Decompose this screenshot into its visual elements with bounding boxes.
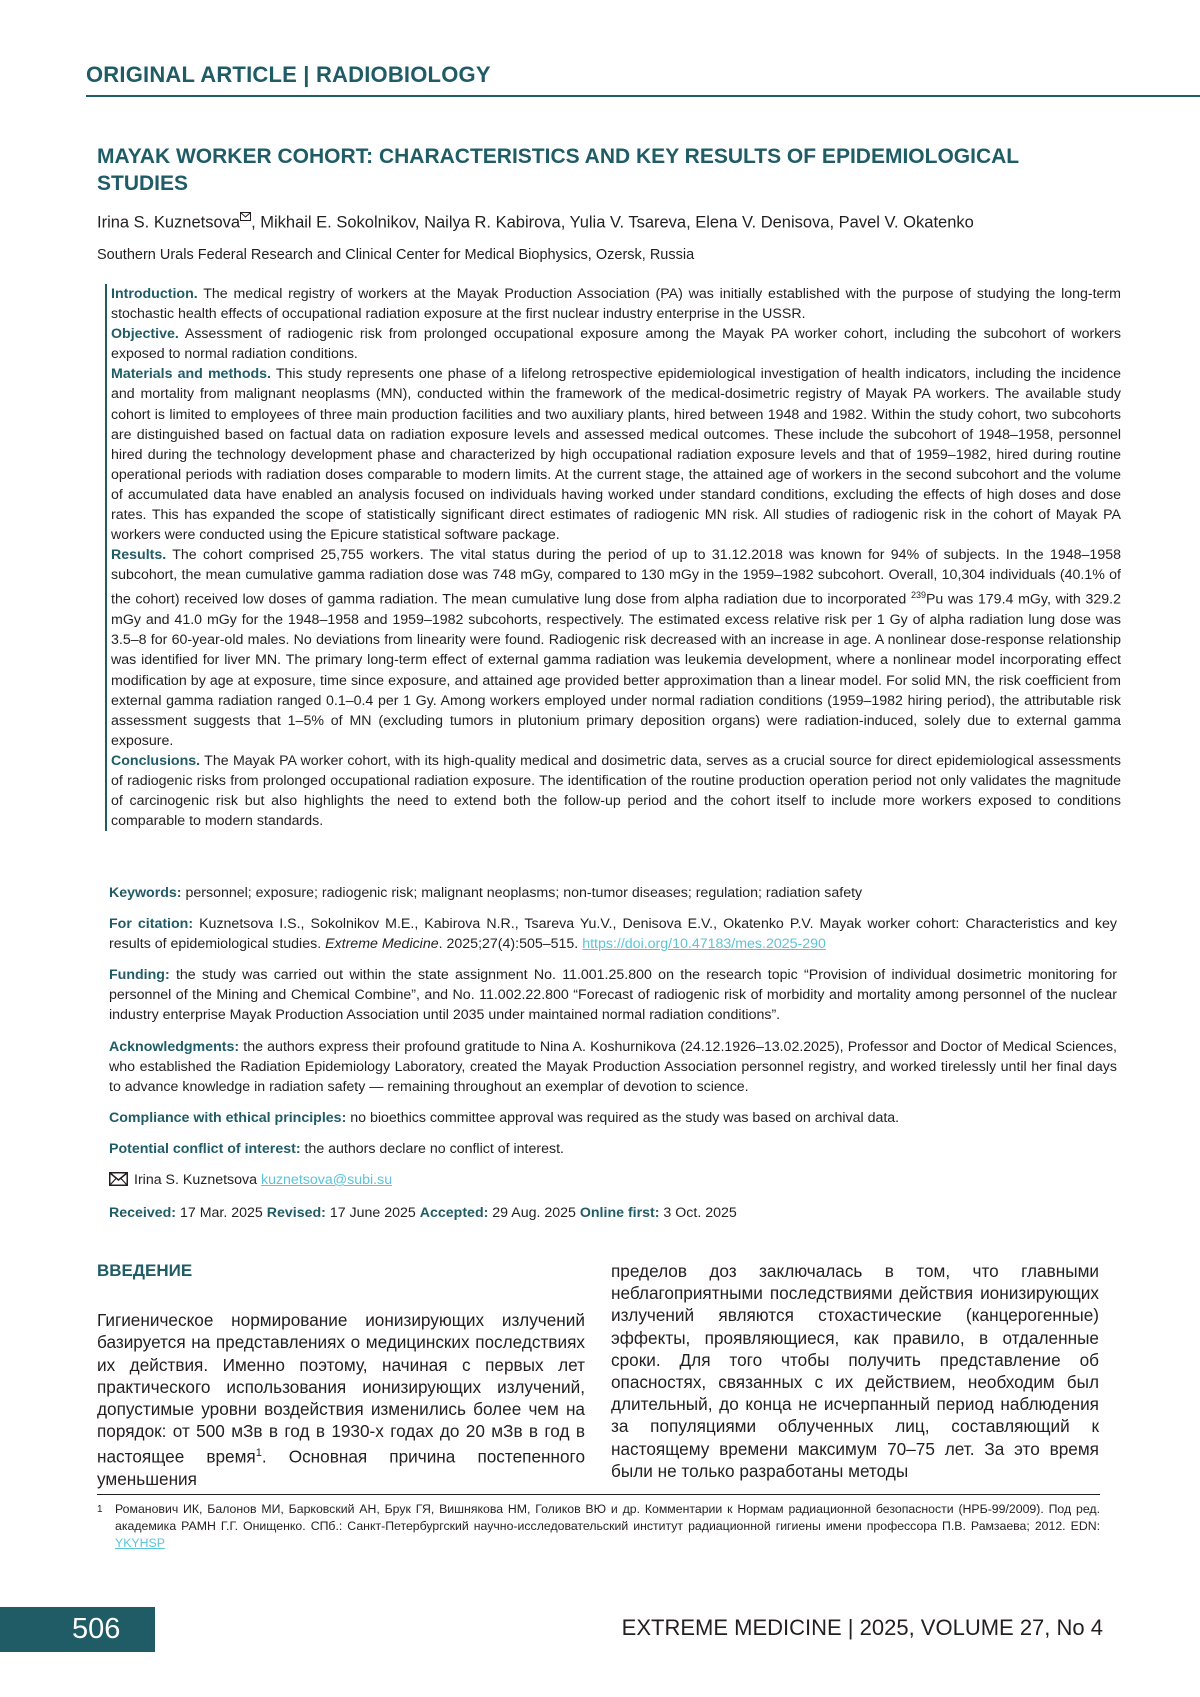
- footnote-divider: [97, 1494, 1100, 1495]
- correspondence: Irina S. Kuznetsova kuznetsova@subi.su: [109, 1170, 1117, 1192]
- abstract: [105, 284, 1121, 831]
- body-paragraph: Гигиеническое нормирование ионизирующих излучений базируется на представлениях о медицинских последствиях их действия. Именно поэтому, начиная с первых лет практического использования ионизирующих излучений, допустимые уровни воздействия изменились более чем на порядок: от 500 мЗв в год в 1930-х годах до 20 мЗв в год в настоящее время$^1$. Основная причина постепенного уменьшения: [97, 1310, 586, 1490]
- authors-line: [97, 207, 1117, 234]
- article-dates: Received: 17 Mar. 2025 Revised: 17 June 2025 Accepted: 29 Aug. 2025 Online first: 3 Oct. 2025: [109, 1205, 737, 1222]
- other-authors: , Mikhail E. Sokolnikov, Nailya R. Kabirova, Yulia V. Tsareva, Elena V. Denisova, Pavel V. Okatenko: [251, 213, 974, 232]
- envelope-icon: [109, 1172, 128, 1192]
- body-column-right: [611, 1260, 1099, 1482]
- journal-footer: EXTREME MEDICINE | 2025, VOLUME 27, No 4: [621, 1615, 1103, 1640]
- abstract-introduction: Introduction. The medical registry of workers at the Mayak Production Association (PA) was initially established with the purpose of studying the long-term stochastic health effects of occupational radiation exposure at the first nuclear industry enterprise in the USSR.: [111, 286, 1121, 323]
- citation: For citation: Kuznetsova I.S., Sokolnikov M.E., Kabirova N.R., Tsareva Yu.V., Denisova E.V., Okatenko P.V. Mayak worker cohort: Characteristics and key results of epidemiological studies. Extreme Medicine. 2025;27(4):505–515. https://doi.org/10.47183/mes.2025-290: [109, 916, 1118, 953]
- abstract-conclusions: Conclusions. The Mayak PA worker cohort, with its high-quality medical and dosimetric data, serves as a crucial source for direct epidemiological assessments of radiogenic risks from prolonged occupational radiation exposure. The identification of the routine production operation period not only validates the magnitude of carcinogenic risk but also highlights the need to extend both the follow-up period and the cohort itself to include more workers exposed to conditions comparable to modern standards.: [111, 752, 1121, 830]
- ethics-statement: Compliance with ethical principles: no bioethics committee approval was required as the study was based on archival data.: [109, 1109, 900, 1126]
- footnote: 1 Романович ИК, Балонов МИ, Барковский АН, Брук ГЯ, Вишнякова НМ, Голиков ВЮ и др. Комментарии к Нормам радиационной безопасности (НРБ-99/2009). Под ред. академика РАМН Г.Г. Онищенко. СПб.: Санкт-Петербургский научно-исследовательский институт радиационной гигиены имени профессора П.В. Рамзаева; 2012. EDN: YKYHSP: [97, 1502, 1100, 1550]
- doi-link[interactable]: https://doi.org/10.47183/mes.2025-290: [582, 936, 826, 953]
- keywords: Keywords: personnel; exposure; radiogenic risk; malignant neoplasms; non-tumor diseases; regulation; radiation safety: [109, 885, 863, 901]
- email-link[interactable]: kuznetsova@subi.su: [260, 1172, 393, 1189]
- acknowledgments: Acknowledgments: the authors express their profound gratitude to Nina A. Koshurnikova (24.12.1926–13.02.2025), Professor and Doctor of Medical Sciences, who established the Radiation Epidemiology Laboratory, created the Mayak Production Association personnel registry, and worked tirelessly until her final days to advance knowledge in radiation safety — remaining throughout an exemplar of devotion to science.: [109, 1038, 1117, 1095]
- section-heading: ВВЕДЕНИЕ: [97, 1261, 193, 1280]
- abstract-label: Objective.: [111, 326, 179, 343]
- affiliation: Southern Urals Federal Research and Clinical Center for Medical Biophysics, Ozersk, Russia: [97, 247, 695, 263]
- corresponding-envelope-icon: [240, 212, 251, 224]
- footnote-ref[interactable]: 1: [255, 1447, 262, 1460]
- header-divider: [86, 95, 1200, 97]
- body-paragraph: пределов доз заключалась в том, что главными неблагоприятными последствиями действия ионизирующих излучений являются стохастические (канцерогенные) эффекты, проявляющиеся, как правило, в отдаленные сроки. Для того чтобы получить представление об опасностях, связанных с их действием, необходим был длительный, до конца не исчерпанный период наблюдения за популяциями облученных лиц, составляющий к настоящему времени максимум 70–75 лет. За это время были не только разработаны методы: [611, 1261, 1099, 1481]
- abstract-methods: Materials and methods. This study represents one phase of a lifelong retrospective epidemiological investigation of health indicators, including the incidence and mortality from malignant neoplasms (MN), conducted within the framework of the medical-dosimetric registry of Mayak PA workers. The available study cohort is limited to employees of three main production facilities and two auxiliary plants, hired between 1948 and 1982. Within the study cohort, two subcohorts are distinguished based on factual data on radiation exposure levels and assessed medical outcomes. These include the subcohort of 1948–1958, personnel hired during the technology development phase and characterized by high occupational radiation exposure levels and that of 1959–1982, hired during routine operational periods with radiation doses comparable to modern limits. At the current stage, the attained age of workers in the second subcohort and the volume of accumulated data have enabled an analysis focused on individuals having worked under standard conditions, excluding the effects of high doses and dose rates. This has expanded the scope of statistically significant direct estimates of radiogenic MN risk. All studies of radiogenic risk in the cohort of Mayak PA workers were conducted using the Epicure statistical software package.: [111, 366, 1121, 544]
- abstract-label: Results.: [111, 547, 167, 564]
- funding: Funding: the study was carried out within the state assignment No. 11.001.25.800 on the research topic “Provision of individual dosimetric monitoring for personnel of the Mining and Chemical Combine”, and No. 11.002.22.800 “Forecast of radiogenic risk of morbidity and mortality among personnel of the nuclear industry enterprise Mayak Production Association until 2035 under maintained normal radiation conditions”.: [109, 967, 1117, 1024]
- abstract-label: Materials and methods.: [111, 366, 272, 383]
- section-header: ORIGINAL ARTICLE | RADIOBIOLOGY: [86, 62, 491, 87]
- page-number: 506: [0, 1607, 155, 1652]
- abstract-results: Results. The cohort comprised 25,755 workers. The vital status during the period of up to 31.12.2018 was known for 94% of subjects. In the 1948–1958 subcohort, the mean cumulative gamma radiation dose was 748 mGy, compared to 130 mGy in the 1959–1982 subcohort. Overall, 10,304 individuals (40.1% of the cohort) received low doses of gamma radiation. The mean cumulative lung dose from alpha radiation due to incorporated $^{239}$Pu was 179.4 mGy, with 329.2 mGy and 41.0 mGy for the 1948–1958 and 1959–1982 subcohorts, respectively. The estimated excess relative risk per 1 Gy of alpha radiation lung dose was 3.5–8 for 60-year-old males. No deviations from linearity were found. Radiogenic risk decreased with an increase in age. A nonlinear dose-response relationship was identified for liver MN. The primary long-term effect of external gamma radiation was leukemia development, where a nonlinear model incorporating effect modification by age at exposure, time since exposure, and attained age provided better approximation than a linear model. For solid MN, the risk coefficient from external gamma radiation ranged 0.1–0.4 per 1 Gy. Among workers employed under normal radiation conditions (1959–1982 hiring period), the attributable risk assessment suggests that 1–5% of MN (excluding tumors in plutonium primary deposition organs) were radiation-induced, solely due to external gamma exposure.: [111, 547, 1121, 749]
- edn-link[interactable]: YKYHSP: [115, 1536, 165, 1550]
- article-metadata: [109, 883, 1117, 1234]
- abstract-objective: Objective. Assessment of radiogenic risk from prolonged occupational exposure among the Mayak PA worker cohort, including the subcohort of workers exposed to normal radiation conditions.: [111, 326, 1121, 363]
- abstract-label: Conclusions.: [111, 752, 201, 769]
- footnote-number: 1: [97, 1504, 103, 1515]
- body-column-left: [97, 1260, 585, 1491]
- abstract-label: Introduction.: [111, 286, 198, 302]
- first-author[interactable]: Irina S. Kuznetsova: [97, 213, 241, 232]
- conflict-statement: Potential conflict of interest: the authors declare no conflict of interest.: [109, 1140, 564, 1157]
- article-title: MAYAK WORKER COHORT: CHARACTERISTICS AND KEY RESULTS OF EPIDEMIOLOGICAL STUDIES: [97, 145, 1019, 195]
